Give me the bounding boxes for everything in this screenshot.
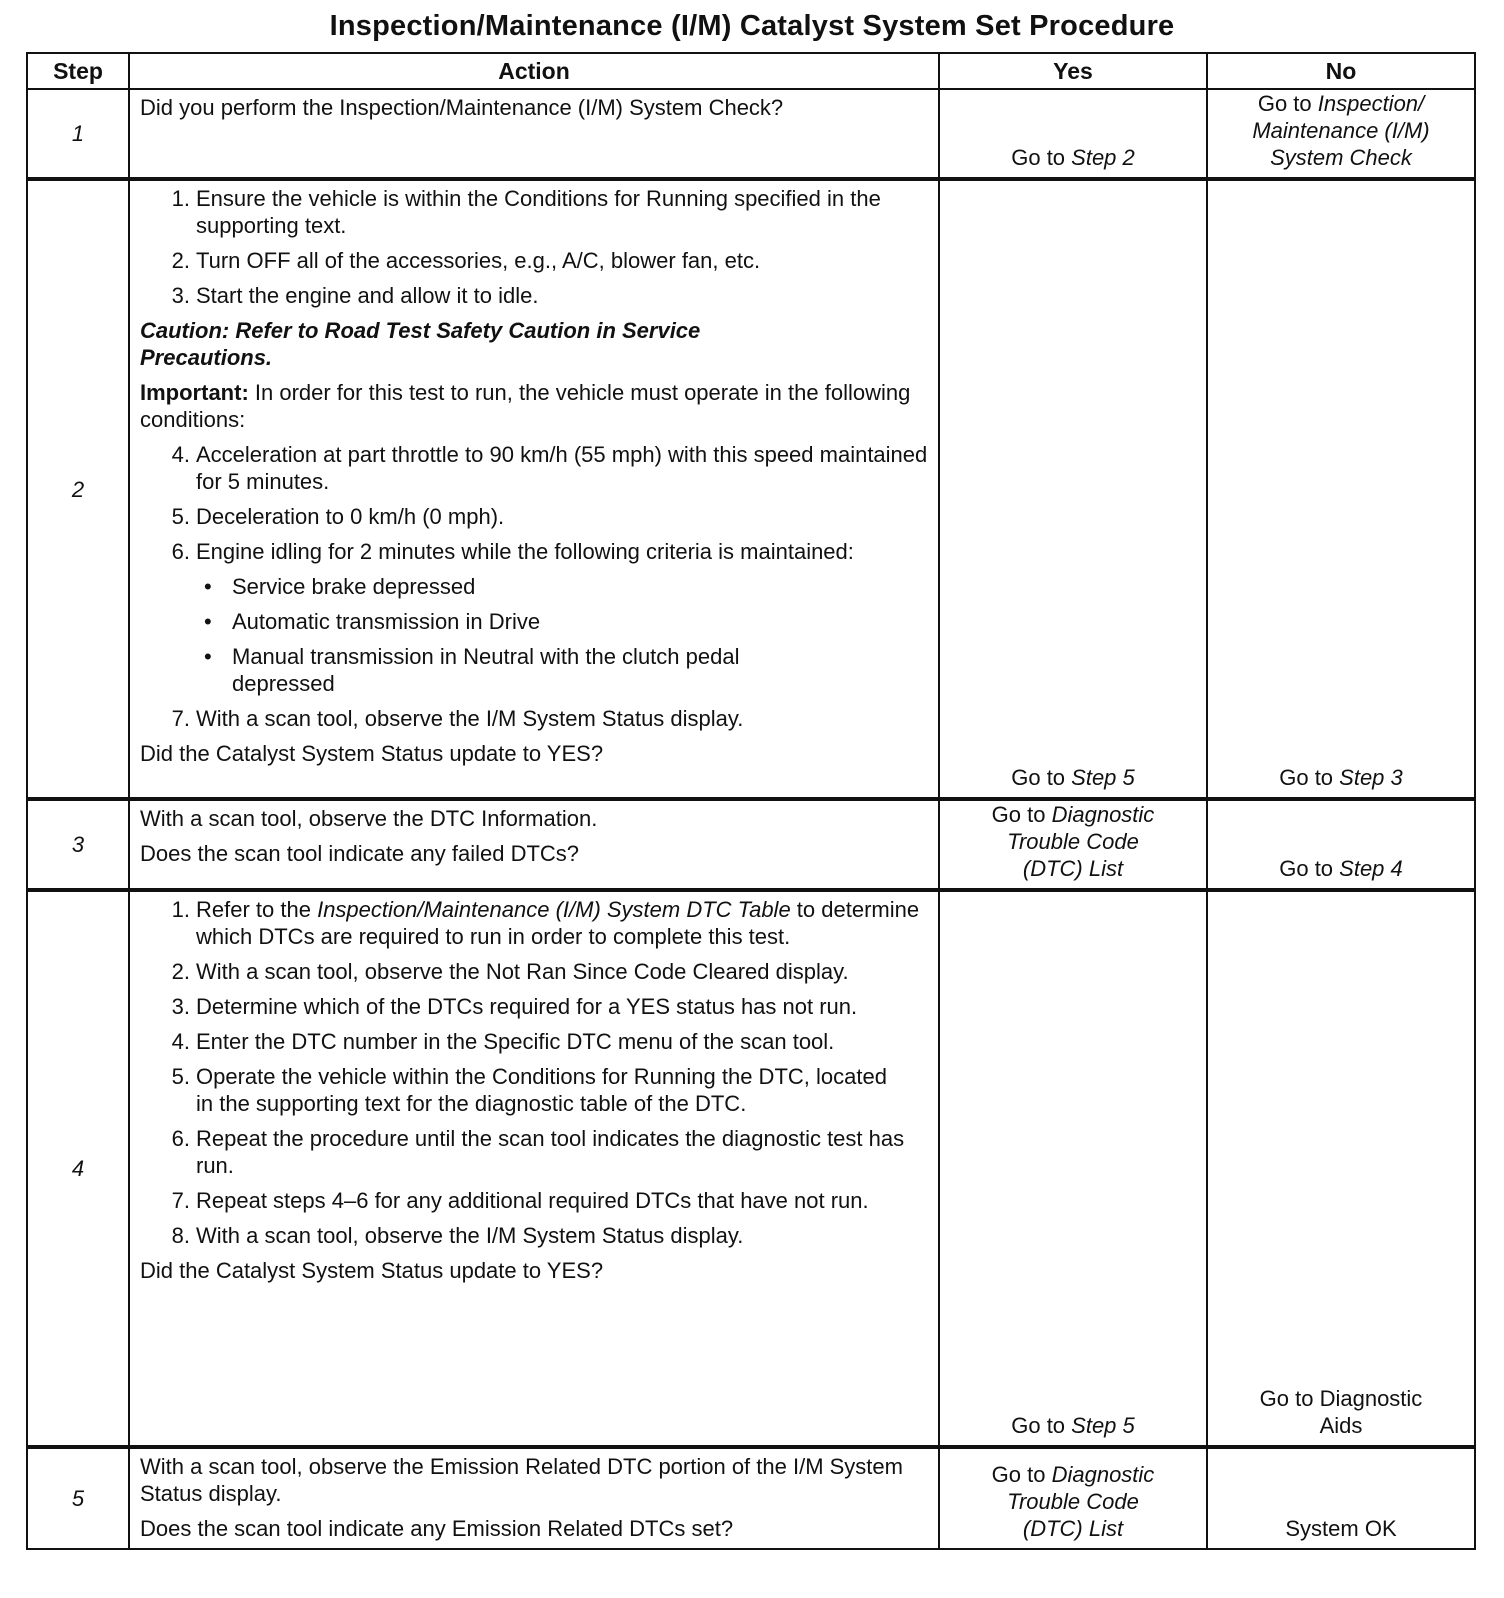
list-item: 6. Engine idling for 2 minutes while the following criteria is maintained: <box>171 539 854 564</box>
list-item: 7. Repeat steps 4–6 for any additional required DTCs that have not run. <box>171 1188 869 1213</box>
list-item: 6. Repeat the procedure until the scan tool indicates the diagnostic test has run. <box>171 1126 905 1178</box>
bullet-item: • Service brake depressed <box>140 573 928 600</box>
dtc-table-link[interactable]: Inspection/Maintenance (I/M) System DTC Table <box>317 897 791 922</box>
procedure-table <box>26 52 1476 1550</box>
header-yes: Yes <box>939 53 1207 89</box>
list-item: 1. Refer to the Inspection/Maintenance (I/M) System DTC Table to determine which DTCs are required to run in order to complete this test. <box>171 897 920 949</box>
table-row <box>27 890 1475 1447</box>
header-action: Action <box>129 53 939 89</box>
list-item: 4. Acceleration at part throttle to 90 km/h (55 mph) with this speed maintained for 5 minutes. <box>171 442 928 494</box>
list-item: 2. With a scan tool, observe the Not Ran Since Code Cleared display. <box>171 959 849 984</box>
header-row <box>27 53 1475 89</box>
bullet-list <box>140 573 928 697</box>
no-text[interactable]: Go to Diagnostic Aids <box>1259 1386 1423 1438</box>
question-text: Did the Catalyst System Status update to YES? <box>140 1258 604 1283</box>
yes-link[interactable]: Step 5 <box>1071 1413 1135 1438</box>
list-item: 5. Operate the vehicle within the Conditions for Running the DTC, located in the supporting text for the diagnostic table of the DTC. <box>171 1064 887 1116</box>
yes-cell[interactable]: Go to Step 5 <box>939 890 1207 1447</box>
yes-link[interactable]: Step 2 <box>1071 145 1135 170</box>
instruction-text: With a scan tool, observe the Emission Related DTC portion of the I/M System Status display. <box>140 1454 903 1506</box>
numbered-list <box>140 185 928 309</box>
yes-cell[interactable]: Go to Step 5 <box>939 179 1207 799</box>
question-text: Does the scan tool indicate any Emission Related DTCs set? <box>140 1516 734 1541</box>
question-text: Does the scan tool indicate any failed DTCs? <box>140 841 580 866</box>
yes-cell[interactable]: Go to Diagnostic Trouble Code (DTC) List <box>939 799 1207 890</box>
step-number: 4 <box>27 890 129 1447</box>
list-item: 8. With a scan tool, observe the I/M System Status display. <box>171 1223 744 1248</box>
yes-prefix: Go to <box>1011 145 1072 170</box>
no-cell[interactable] <box>1207 890 1475 1447</box>
numbered-list <box>140 705 928 732</box>
no-cell[interactable]: Go to Step 3 <box>1207 179 1475 799</box>
instruction-text: With a scan tool, observe the DTC Information. <box>140 806 598 831</box>
list-item: 2. Turn OFF all of the accessories, e.g., A/C, blower fan, etc. <box>171 248 761 273</box>
important-note: Important: In order for this test to run, the vehicle must operate in the following conditions: <box>140 380 911 432</box>
yes-link[interactable]: Diagnostic Trouble Code (DTC) List <box>1007 1462 1155 1541</box>
action-cell <box>129 89 939 179</box>
yes-cell[interactable] <box>939 89 1207 179</box>
no-link[interactable]: Inspection/ Maintenance (I/M) System Check <box>1252 91 1430 170</box>
yes-link[interactable]: Step 5 <box>1071 765 1135 790</box>
question-text: Did you perform the Inspection/Maintenance (I/M) System Check? <box>140 95 784 120</box>
no-link[interactable]: Step 3 <box>1339 765 1403 790</box>
list-item: 4. Enter the DTC number in the Specific DTC menu of the scan tool. <box>171 1029 835 1054</box>
yes-link[interactable]: Diagnostic Trouble Code (DTC) List <box>1007 802 1155 881</box>
action-cell <box>129 1447 939 1549</box>
header-no: No <box>1207 53 1475 89</box>
table-row <box>27 89 1475 179</box>
no-text: System OK <box>1285 1516 1397 1541</box>
list-item: 3. Determine which of the DTCs required for a YES status has not run. <box>171 994 858 1019</box>
no-cell[interactable]: Go to Step 4 <box>1207 799 1475 890</box>
table-row <box>27 1447 1475 1549</box>
page-title: Inspection/Maintenance (I/M) Catalyst System Set Procedure <box>329 10 1175 42</box>
no-link[interactable]: Step 4 <box>1339 856 1403 881</box>
list-item: 1. Ensure the vehicle is within the Conditions for Running specified in the supporting text. <box>171 186 881 238</box>
step-number: 2 <box>27 179 129 799</box>
action-cell <box>129 890 939 1447</box>
header-step: Step <box>27 53 129 89</box>
list-item: 5. Deceleration to 0 km/h (0 mph). <box>171 504 505 529</box>
action-cell <box>129 799 939 890</box>
step-number: 1 <box>27 89 129 179</box>
caution-note: Caution: Refer to Road Test Safety Caution in Service Precautions. <box>140 318 701 370</box>
no-cell[interactable] <box>1207 89 1475 179</box>
bullet-item: • Manual transmission in Neutral with the clutch pedal depressed <box>140 643 928 697</box>
question-text: Did the Catalyst System Status update to YES? <box>140 741 604 766</box>
list-item: 7. With a scan tool, observe the I/M System Status display. <box>171 706 744 731</box>
table-row <box>27 179 1475 799</box>
action-cell <box>129 179 939 799</box>
numbered-list <box>140 441 928 565</box>
step-number: 5 <box>27 1447 129 1549</box>
table-row <box>27 799 1475 890</box>
step-number: 3 <box>27 799 129 890</box>
bullet-item: • Automatic transmission in Drive <box>140 608 928 635</box>
no-cell <box>1207 1447 1475 1549</box>
yes-cell[interactable]: Go to Diagnostic Trouble Code (DTC) List <box>939 1447 1207 1549</box>
no-prefix: Go to <box>1257 91 1318 116</box>
list-item: 3. Start the engine and allow it to idle. <box>171 283 539 308</box>
numbered-list <box>140 896 928 1249</box>
